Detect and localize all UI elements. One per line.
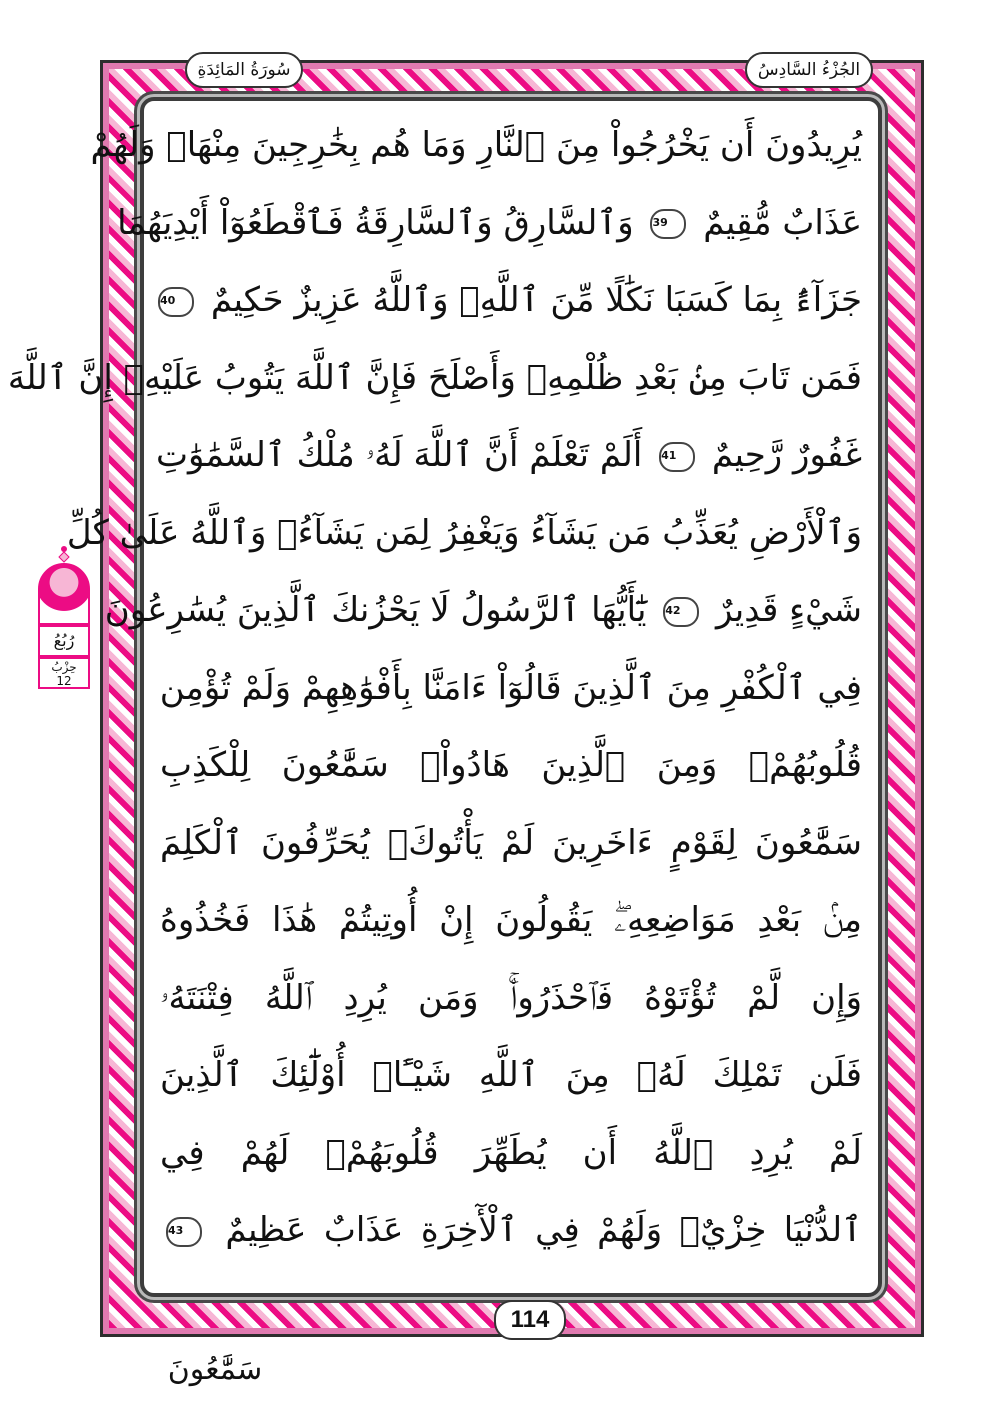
text-line	[160, 270, 862, 330]
text-line	[160, 813, 862, 873]
text-line	[66, 503, 862, 563]
text-line	[117, 193, 862, 253]
ayah-number-marker: 42	[663, 597, 699, 627]
text-line	[160, 1123, 862, 1183]
ayah-number-marker: 41	[659, 442, 695, 472]
verse-text: جَزَآءًۢ بِمَا كَسَبَا نَكَٰلًا مِّنَ ٱللَّهِۗ وَٱللَّهُ عَزِيزٌ حَكِيمٌ	[210, 280, 862, 320]
verse-text: سَمَّٰعُونَ لِقَوْمٍ ءَاخَرِينَ لَمْ يَأْتُوكَۖ يُحَرِّفُونَ ٱلْكَلِمَ	[160, 822, 862, 863]
text-line	[156, 425, 862, 485]
text-line	[160, 658, 862, 718]
rub-label: رُبُعُ	[38, 625, 90, 657]
verse-text: فَلَن تَمْلِكَ لَهُۥ مِنَ ٱللَّهِ شَيْـًٔاۚ أُوْلَٰٓئِكَ ٱلَّذِينَ	[160, 1055, 862, 1095]
verse-text: ٱلدُّنْيَا خِزْيٌۖ وَلَهُمْ فِي ٱلْأٓخِرَةِ عَذَابٌ عَظِيمٌ	[225, 1210, 863, 1250]
text-line	[160, 1200, 862, 1260]
juz-header: الجُزْءُ السَّادِسُ	[745, 52, 873, 88]
page-number: 114	[494, 1300, 566, 1340]
verse-text: فِي ٱلْكُفْرِ مِنَ ٱلَّذِينَ قَالُوٓاْ ءَامَنَّا بِأَفْوَٰهِهِمْ وَلَمْ تُؤْمِن	[159, 667, 862, 708]
finial-icon	[58, 545, 70, 563]
verse-text: وَٱلْأَرْضِ يُعَذِّبُ مَن يَشَآءُ وَيَغْفِرُ لِمَن يَشَآءُۗ وَٱللَّهُ عَلَىٰ كُلِّ	[66, 512, 862, 553]
text-line	[90, 115, 862, 175]
verse-text: قُلُوبُهُمْۛ وَمِنَ ٱلَّذِينَ هَادُواْۛ سَمَّٰعُونَ لِلْكَذِبِ	[160, 745, 862, 785]
hizb-number: 12	[56, 674, 72, 688]
text-line	[104, 580, 862, 640]
verse-text: أَلَمْ تَعْلَمْ أَنَّ ٱللَّهَ لَهُۥ مُلْكُ ٱلسَّمَٰوَٰتِ	[156, 435, 643, 475]
verse-text: وَٱلسَّارِقُ وَٱلسَّارِقَةُ فَٱقْطَعُوٓاْ أَيْدِيَهُمَا	[117, 202, 634, 243]
text-line	[160, 968, 862, 1028]
verse-text: عَذَابٌ مُّقِيمٌ	[703, 202, 862, 243]
verse-text: وَإِن لَّمْ تُؤْتَوْهُ فَٱحْذَرُواْۚ وَمَن يُرِدِ ٱللَّهُ فِتْنَتَهُۥ	[160, 977, 862, 1018]
hizb-label: حِزْبُ	[51, 660, 77, 674]
verse-text: لَمْ يُرِدِ ٱللَّهُ أَن يُطَهِّرَ قُلُوبَهُمْۚ لَهُمْ فِي	[160, 1132, 862, 1173]
verse-text: فَمَن تَابَ مِنۢ بَعْدِ ظُلْمِهِۦ وَأَصْلَحَ فَإِنَّ ٱللَّهَ يَتُوبُ عَلَيْهِۗ إِنَّ ٱللَّهَ	[7, 357, 862, 398]
verse-text: مِنۢ بَعْدِ مَوَاضِعِهِۦۖ يَقُولُونَ إِنْ أُوتِيتُمْ هَٰذَا فَخُذُوهُ	[160, 900, 862, 940]
verse-text: غَفُورٌ رَّحِيمٌ	[711, 435, 862, 475]
verse-text: شَيْءٍ قَدِيرٌ	[716, 590, 862, 630]
catchword: سَمَّٰعُونَ	[167, 1352, 263, 1387]
text-line	[7, 348, 862, 408]
verse-text: يَٰٓأَيُّهَا ٱلرَّسُولُ لَا يَحْزُنكَ ٱلَّذِينَ يُسَٰرِعُونَ	[104, 590, 647, 630]
verse-text: يُرِيدُونَ أَن يَخْرُجُواْ مِنَ ٱلنَّارِ وَمَا هُم بِخَٰرِجِينَ مِنْهَاۖ وَلَهُمْ	[90, 125, 862, 165]
surah-header: سُورَةُ المَائِدَةِ	[185, 52, 303, 88]
ayah-number-marker: 40	[158, 287, 194, 317]
text-line	[160, 1045, 862, 1105]
hizb-dome-ornament	[38, 563, 90, 625]
hizb-label-box	[38, 657, 90, 689]
ayah-number-marker: 43	[166, 1217, 202, 1247]
text-line	[160, 735, 862, 795]
hizb-marker	[36, 545, 92, 690]
ayah-number-marker: 39	[650, 209, 686, 239]
text-line	[160, 890, 862, 950]
